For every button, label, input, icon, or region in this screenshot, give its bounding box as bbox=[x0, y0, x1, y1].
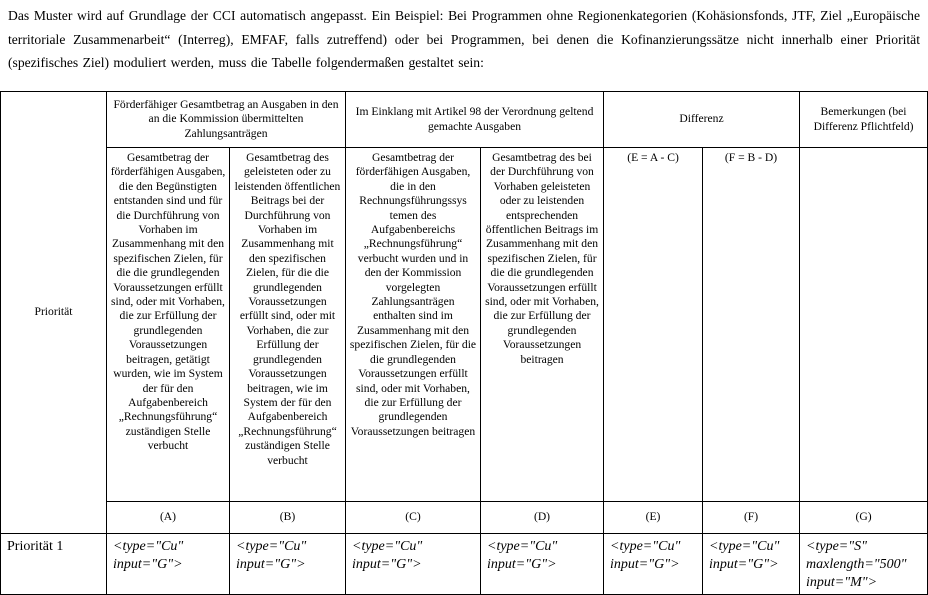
column-letter-d: (D) bbox=[481, 502, 604, 534]
column-description-c: Gesamtbetrag der förderfähigen Ausgaben, die in den Rechnungsführungssys temen des Aufgabenbereichs „Rechnungsführung“ verbucht wurden und in den der Kommission vorgelegten Zahlungsanträgen enthalten sind im Zusammenhang mit den spezifischen Zielen, für die die grundlegenden Voraussetzungen erfüllt sind, oder mit Vorhaben, die zur Erfüllung der grundlegenden Voraussetzungen beitragen bbox=[346, 148, 481, 502]
expenditure-table bbox=[0, 91, 928, 595]
column-description-a: Gesamtbetrag der förderfähigen Ausgaben, die den Begünstigten entstanden sind und für die Durchführung von Vorhaben im Zusammenhang mit den spezifischen Zielen, für die die grundlegenden Voraussetzungen erfüllt sind, oder mit Vorhaben, die zur Erfüllung der grundlegenden Voraussetzungen beitragen, getätigt wurden, wie im System der für den Aufgabenbereich „Rechnungsführung“ zuständigen Stelle verbucht bbox=[107, 148, 230, 502]
field-e[interactable]: <type="Cu" input="G"> bbox=[604, 534, 703, 595]
field-b[interactable]: <type="Cu" input="G"> bbox=[230, 534, 346, 595]
row-header-prioritaet: Priorität bbox=[1, 92, 107, 534]
column-letter-e: (E) bbox=[604, 502, 703, 534]
field-a[interactable]: <type="Cu" input="G"> bbox=[107, 534, 230, 595]
group-header-difference: Differenz bbox=[604, 92, 800, 148]
priority-label: Priorität 1 bbox=[1, 534, 107, 595]
field-d[interactable]: <type="Cu" input="G"> bbox=[481, 534, 604, 595]
column-description-f: (F = B - D) bbox=[703, 148, 800, 502]
column-description-b: Gesamtbetrag des geleisteten oder zu leistenden öffentlichen Beitrags bei der Durchführung von Vorhaben im Zusammenhang mit den spezifischen Zielen, für die die grundlegenden Voraussetzungen erfüllt sind, oder mit Vorhaben, die zur Erfüllung der grundlegenden Voraussetzungen beitragen, wie im System der für den Aufgabenbereich „Rechnungsführung“ zuständigen Stelle verbucht bbox=[230, 148, 346, 502]
table-row bbox=[1, 534, 928, 595]
group-header-remarks: Bemerkungen (bei Differenz Pflichtfeld) bbox=[800, 92, 928, 148]
field-f[interactable]: <type="Cu" input="G"> bbox=[703, 534, 800, 595]
group-header-eligible: Förderfähiger Gesamtbetrag an Ausgaben in den an die Kommission übermittelten Zahlungsanträgen bbox=[107, 92, 346, 148]
column-letter-c: (C) bbox=[346, 502, 481, 534]
column-letter-a: (A) bbox=[107, 502, 230, 534]
column-letter-b: (B) bbox=[230, 502, 346, 534]
column-letter-f: (F) bbox=[703, 502, 800, 534]
column-letter-g: (G) bbox=[800, 502, 928, 534]
column-description-e: (E = A - C) bbox=[604, 148, 703, 502]
field-c[interactable]: <type="Cu" input="G"> bbox=[346, 534, 481, 595]
intro-paragraph: Das Muster wird auf Grundlage der CCI automatisch angepasst. Ein Beispiel: Bei Programmen ohne Regionenkategorien (Kohäsionsfonds, JTF, Ziel „Europäische territoriale Zusammenarbeit“ (Interreg), EMFAF, falls zutreffend) oder bei Programmen, bei denen die Kofinanzierungssätze nicht innerhalb einer Priorität (spezifisches Ziel) moduliert werden, muss die Tabelle folgendermaßen gestaltet sein: bbox=[8, 8, 920, 70]
group-header-article98: Im Einklang mit Artikel 98 der Verordnung geltend gemachte Ausgaben bbox=[346, 92, 604, 148]
field-g[interactable]: <type="S" maxlength="500" input="M"> bbox=[800, 534, 928, 595]
column-description-d: Gesamtbetrag des bei der Durchführung von Vorhaben geleisteten oder zu leistenden entsprechenden öffentlichen Beitrags im Zusammenhang mit den spezifischen Zielen, für die die grundlegenden Voraussetzungen erfüllt sind, oder mit Vorhaben, die zur Erfüllung der grundlegenden Voraussetzungen beitragen bbox=[481, 148, 604, 502]
column-description-g bbox=[800, 148, 928, 502]
